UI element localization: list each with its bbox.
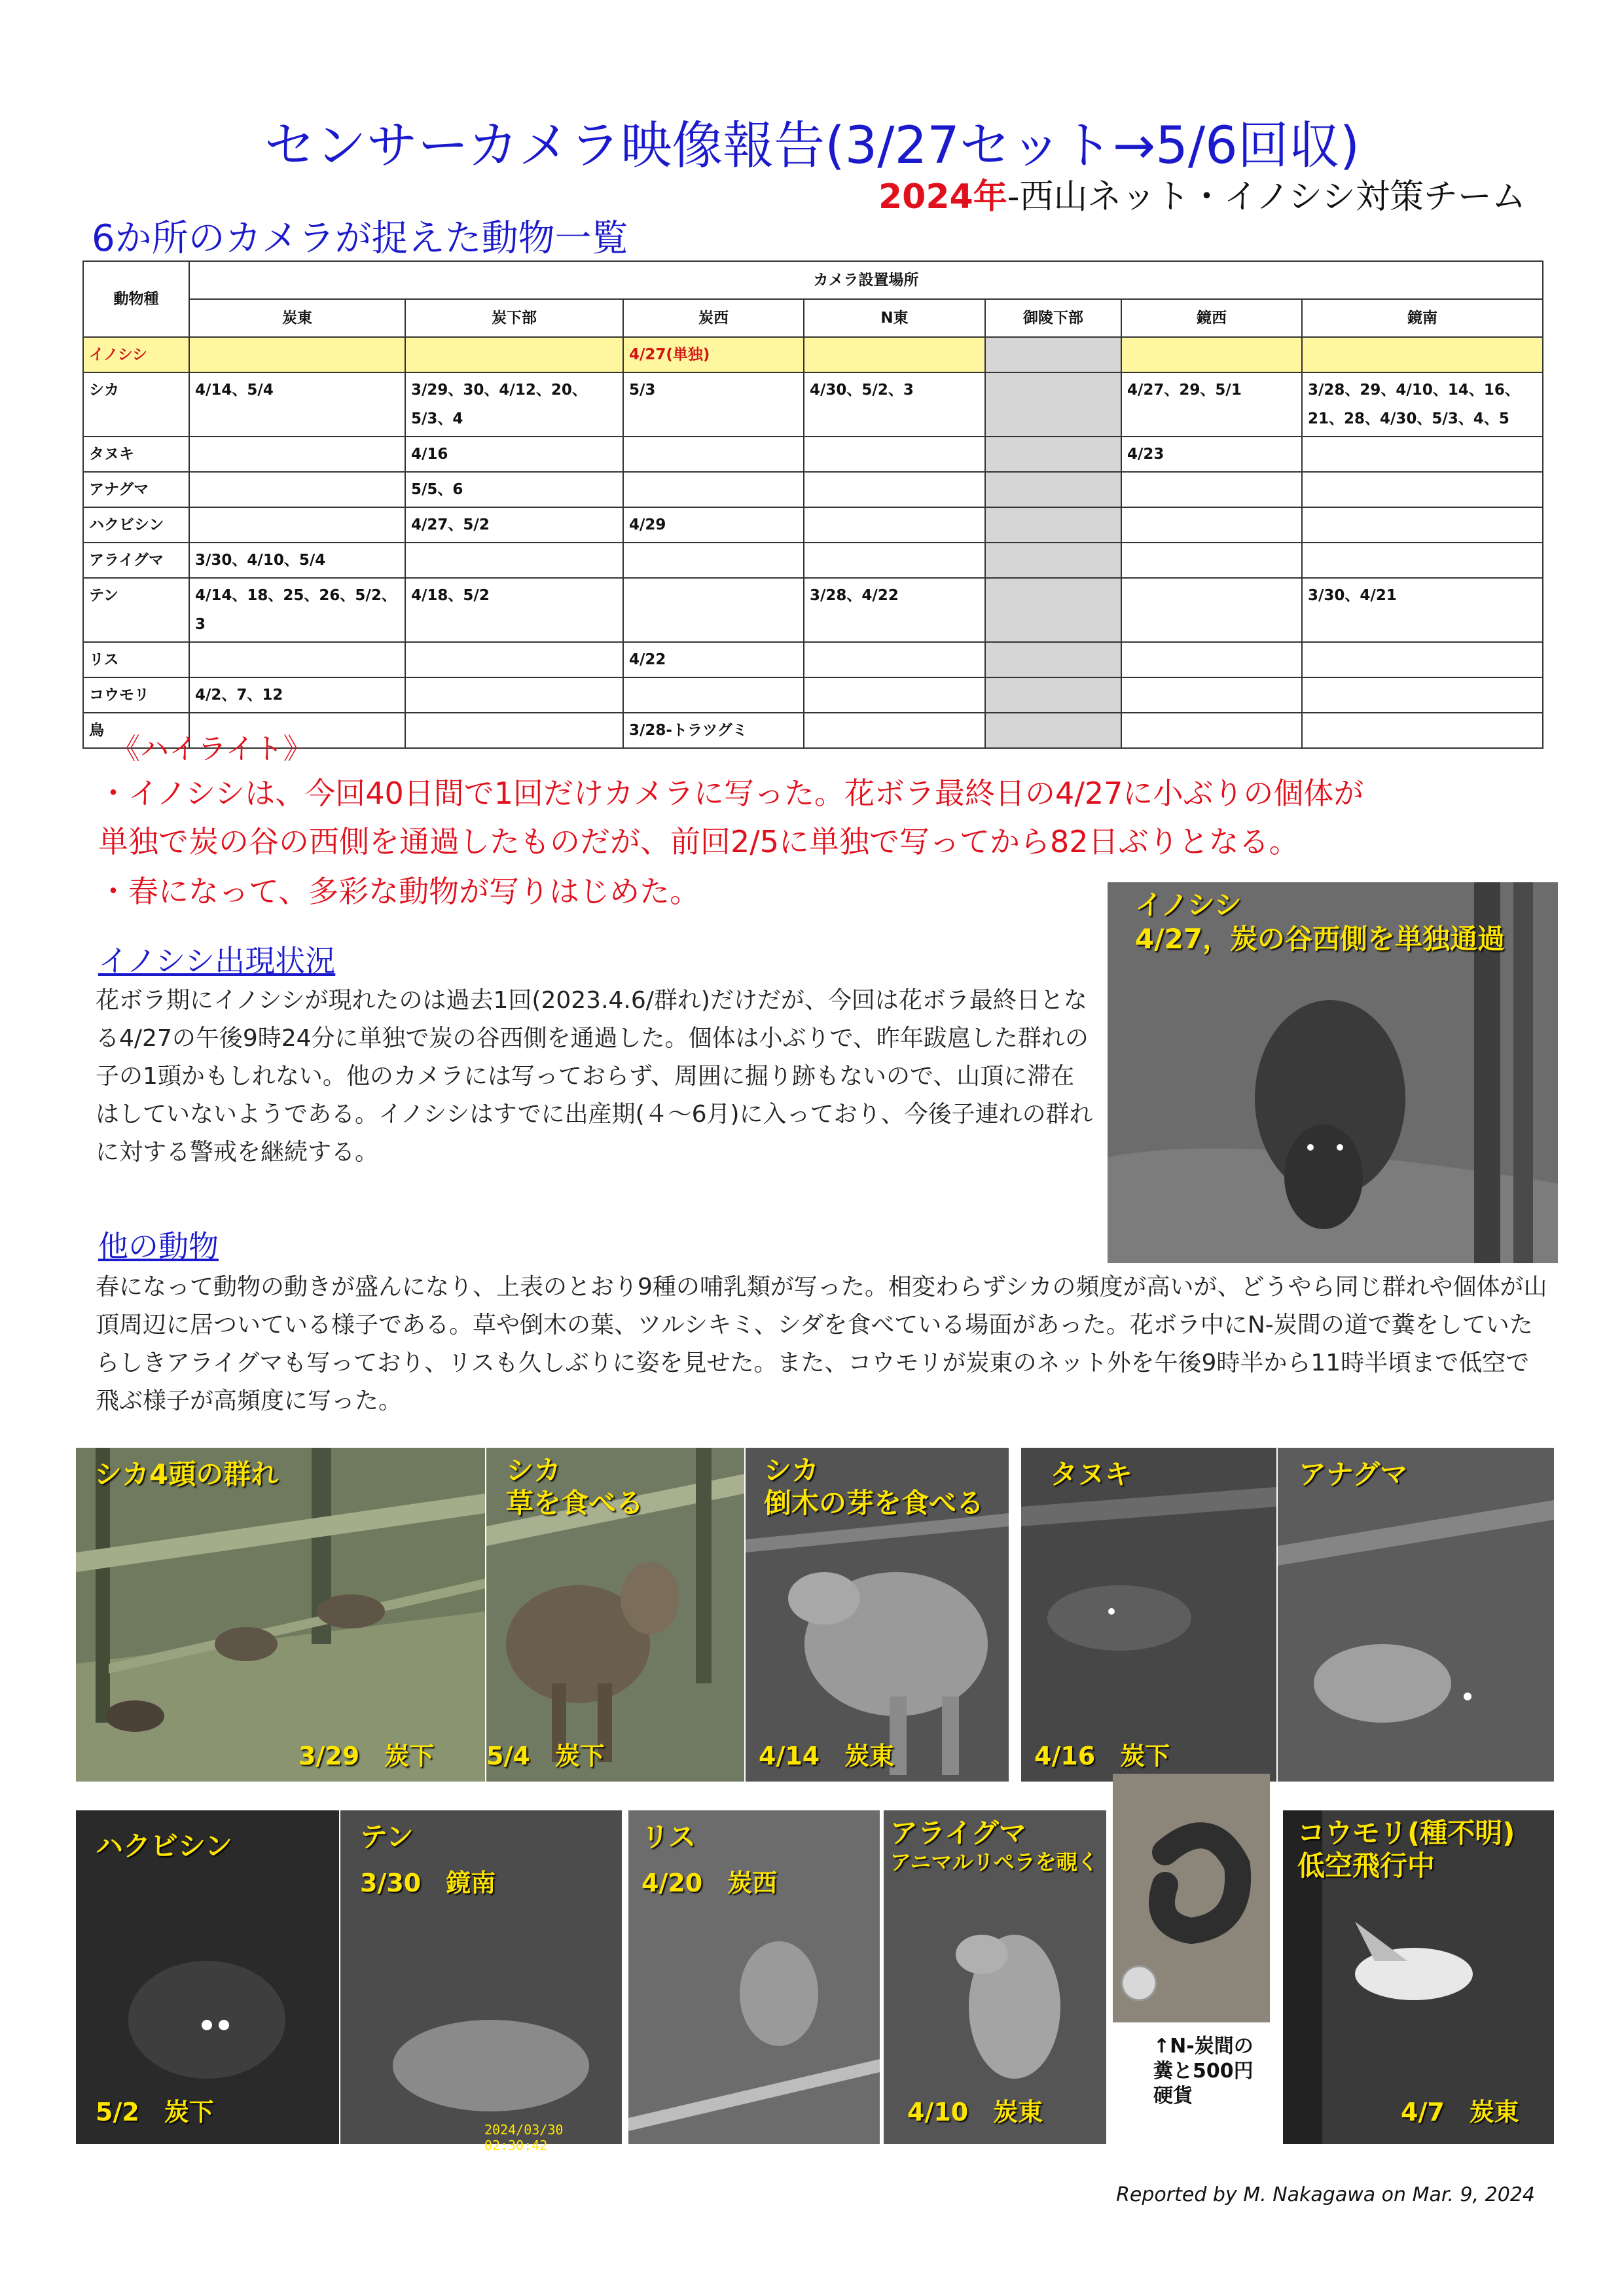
sighting-cell: [1121, 337, 1302, 372]
boar-section-title: イノシシ出現状況: [98, 943, 336, 978]
bat-caption: コウモリ(種不明): [1297, 1817, 1515, 1849]
boar-photo-caption: 4/27，炭の谷西側を単独通過: [1135, 923, 1506, 955]
other-section-title: 他の動物: [98, 1229, 219, 1264]
sighting-cell: [623, 437, 804, 472]
deer-bud-caption: シカ: [764, 1454, 820, 1486]
sighting-cell: 4/27、5/2: [405, 507, 623, 543]
sighting-cell: [623, 677, 804, 713]
photo-squirrel: [628, 1810, 880, 2144]
location-col: 炭下部: [405, 299, 623, 337]
table-row: [83, 578, 1543, 642]
sighting-cell: 3/29、30、4/12、20、5/3、4: [405, 372, 623, 437]
sighting-cell: [405, 543, 623, 578]
sighting-cell: [985, 437, 1121, 472]
sighting-cell: [1302, 713, 1543, 748]
highlight-line: ・イノシシは、今回40日間で1回だけカメラに写った。花ボラ最終日の4/27に小ぶりの個体が: [98, 776, 1364, 811]
location-col: 炭東: [189, 299, 405, 337]
photo-tanuki: [1021, 1448, 1276, 1782]
sighting-cell: [623, 543, 804, 578]
dung-coin-image: [1113, 1774, 1270, 2022]
photo-civet: [76, 1810, 339, 2144]
photo-dung: [1113, 1774, 1270, 2022]
sighting-cell: [1121, 642, 1302, 677]
sighting-cell: 4/27(単独): [623, 337, 804, 372]
deer-grass-date: 5/4 炭下: [486, 1742, 605, 1770]
table-row: [83, 472, 1543, 507]
sighting-cell: [985, 677, 1121, 713]
sighting-cell: [985, 642, 1121, 677]
sighting-cell: 4/14、5/4: [189, 372, 405, 437]
deer-bud-date: 4/14 炭東: [759, 1742, 895, 1770]
table-location-row: [83, 299, 1543, 337]
badger-caption: アナグマ: [1299, 1458, 1408, 1490]
squirrel-caption: リス: [641, 1821, 696, 1853]
report-footer: Reported by M. Nakagawa on Mar. 9, 2024: [1116, 2183, 1535, 2206]
sighting-cell: [1121, 713, 1302, 748]
location-col: 鏡西: [1121, 299, 1302, 337]
tanuki-caption: タヌキ: [1050, 1458, 1133, 1490]
subtitle-year: 2024年: [878, 177, 1007, 217]
marten-caption: テン: [360, 1821, 414, 1853]
sighting-cell: [1302, 543, 1543, 578]
dung-note-line: 糞と500円: [1153, 2060, 1254, 2083]
table-row: [83, 437, 1543, 472]
sighting-cell: 3/28-トラツグミ: [623, 713, 804, 748]
raccoon-caption: アニマルリペラを覗く: [890, 1850, 1098, 1874]
sighting-cell: [189, 337, 405, 372]
sighting-cell: 3/28、29、4/10、14、16、21、28、4/30、5/3、4、5: [1302, 372, 1543, 437]
highlight-title: 《ハイライト》: [111, 732, 312, 766]
sighting-cell: 4/16: [405, 437, 623, 472]
sighting-cell: [1121, 677, 1302, 713]
deer-grass-caption: シカ: [506, 1454, 562, 1486]
marten-timestamp: 2024/03/30 02:30:42: [484, 2122, 564, 2153]
table-row: [83, 372, 1543, 437]
sighting-cell: [985, 507, 1121, 543]
bat-date: 4/7 炭東: [1401, 2098, 1519, 2126]
location-col: 鏡南: [1302, 299, 1543, 337]
photo-marten: [340, 1810, 622, 2153]
photo-deer-bud: [746, 1448, 1009, 1782]
sighting-cell: [1302, 437, 1543, 472]
sighting-cell: [1302, 472, 1543, 507]
deer-herd-scene-image: [76, 1448, 485, 1782]
sighting-cell: [189, 642, 405, 677]
sighting-cell: [405, 337, 623, 372]
photo-raccoon: [884, 1810, 1106, 2144]
sighting-cell: [1121, 543, 1302, 578]
sighting-cell: 3/30、4/10、5/4: [189, 543, 405, 578]
table-heading: 6か所のカメラが捉えた動物一覧: [92, 217, 628, 260]
sighting-cell: [804, 677, 985, 713]
location-col: 炭西: [623, 299, 804, 337]
sighting-cell: [1302, 507, 1543, 543]
sighting-cell: 4/22: [623, 642, 804, 677]
table-row: [83, 677, 1543, 713]
sighting-cell: [804, 472, 985, 507]
subtitle-team: -西山ネット・イノシシ対策チーム: [1007, 177, 1526, 217]
other-section-text: 春になって動物の動きが盛んになり、上表のとおり9種の哺乳類が写った。相変わらずシカの頻度が高いが、どうやら同じ群れや個体が山頂周辺に居ついている様子である。草や倒木の葉、ツルシキミ、シダを食べている場面があった。花ボラ中にN-炭間の道で糞をしていたらしきアライグマも写っており、リスも久しぶりに姿を見せた。また、コウモリが炭東のネット外を午後9時半から11時半頃まで低空で飛ぶ様子が高頻度に写った。: [96, 1274, 1547, 1414]
sighting-cell: [985, 472, 1121, 507]
sighting-cell: 4/2、7、12: [189, 677, 405, 713]
sighting-cell: 5/5、6: [405, 472, 623, 507]
badger-scene-image: [1278, 1448, 1554, 1782]
sighting-cell: [189, 507, 405, 543]
table-row: [83, 642, 1543, 677]
species-cell: タヌキ: [83, 437, 189, 472]
highlight-line: 単独で炭の谷の西側を通過したものだが、前回2/5に単独で写ってから82日ぶりとなる。: [98, 824, 1299, 859]
sighting-cell: 4/27、29、5/1: [1121, 372, 1302, 437]
sighting-cell: 5/3: [623, 372, 804, 437]
raccoon-date: 4/10 炭東: [907, 2098, 1043, 2126]
table-row: [83, 337, 1543, 372]
sighting-cell: 3/28、4/22: [804, 578, 985, 642]
table-row: [83, 543, 1543, 578]
photo-deer-herd: [76, 1448, 485, 1782]
sighting-cell: [189, 437, 405, 472]
location-header: カメラ設置場所: [189, 261, 1543, 299]
location-col: 御陵下部: [985, 299, 1121, 337]
bat-caption: 低空飛行中: [1297, 1850, 1435, 1882]
deer-herd-date: 3/29 炭下: [298, 1742, 435, 1770]
page-subtitle: [878, 169, 1526, 218]
sighting-cell: [405, 642, 623, 677]
dung-note-line: ↑N-炭間の: [1153, 2035, 1254, 2058]
species-cell: ハクビシン: [83, 507, 189, 543]
sighting-cell: 4/29: [623, 507, 804, 543]
animal-table: [82, 260, 1543, 749]
page-title: センサーカメラ映像報告(3/27セット→5/6回収): [264, 117, 1360, 175]
marten-scene-image: [340, 1810, 622, 2144]
sighting-cell: [804, 713, 985, 748]
boar-section-text: 花ボラ期にイノシシが現れたのは過去1回(2023.4.6/群れ)だけだが、今回は花ボラ最終日となる4/27の午後9時24分に単独で炭の谷西側を通過した。個体は小ぶりで、昨年跋扈した群れの子の1頭かもしれない。他のカメラには写っておらず、周囲に掘り跡もないので、山頂に滞在はしていないようである。イノシシはすでに出産期(４～6月)に入っており、今後子連れの群れに対する警戒を継続する。: [96, 987, 1093, 1166]
sighting-cell: 4/14、18、25、26、5/2、3: [189, 578, 405, 642]
sighting-cell: 4/23: [1121, 437, 1302, 472]
civet-caption: ハクビシン: [96, 1830, 232, 1862]
boar-photo-caption: イノシシ: [1135, 889, 1242, 921]
sighting-cell: [985, 543, 1121, 578]
sighting-cell: [804, 437, 985, 472]
raccoon-caption: アライグマ: [890, 1817, 1026, 1849]
civet-date: 5/2 炭下: [96, 2098, 214, 2126]
photo-bat: [1283, 1810, 1554, 2144]
sighting-cell: [189, 472, 405, 507]
sighting-cell: [1121, 507, 1302, 543]
highlight-line: ・春になって、多彩な動物が写りはじめた。: [98, 874, 700, 909]
tanuki-scene-image: [1021, 1448, 1276, 1782]
sighting-cell: [985, 372, 1121, 437]
sighting-cell: [1121, 578, 1302, 642]
squirrel-scene-image: [628, 1810, 880, 2144]
sighting-cell: [804, 642, 985, 677]
species-cell: テン: [83, 578, 189, 642]
sighting-cell: [405, 713, 623, 748]
species-cell: コウモリ: [83, 677, 189, 713]
species-header: 動物種: [83, 261, 189, 337]
sighting-cell: [804, 507, 985, 543]
deer-herd-caption: シカ4頭の群れ: [94, 1458, 279, 1490]
species-cell: シカ: [83, 372, 189, 437]
deer-grass-caption: 草を食べる: [506, 1487, 644, 1519]
squirrel-date: 4/20 炭西: [641, 1869, 778, 1897]
sighting-cell: [405, 677, 623, 713]
species-cell: リス: [83, 642, 189, 677]
dung-note-line: 硬貨: [1153, 2085, 1193, 2108]
sighting-cell: [623, 472, 804, 507]
sighting-cell: [1302, 677, 1543, 713]
species-cell: 鳥: [83, 713, 189, 748]
species-cell: アナグマ: [83, 472, 189, 507]
photo-boar: [1108, 882, 1558, 1263]
table-row: [83, 507, 1543, 543]
sighting-cell: [804, 543, 985, 578]
sighting-cell: 4/18、5/2: [405, 578, 623, 642]
species-cell: イノシシ: [83, 337, 189, 372]
sighting-cell: [985, 578, 1121, 642]
sighting-cell: [623, 578, 804, 642]
sighting-cell: [985, 713, 1121, 748]
sighting-cell: [1121, 472, 1302, 507]
sighting-cell: [1302, 337, 1543, 372]
sighting-cell: 3/30、4/21: [1302, 578, 1543, 642]
sighting-cell: [804, 337, 985, 372]
location-col: N東: [804, 299, 985, 337]
photo-deer-grass: [486, 1448, 744, 1782]
sighting-cell: [985, 337, 1121, 372]
species-cell: アライグマ: [83, 543, 189, 578]
tanuki-date: 4/16 炭下: [1034, 1742, 1170, 1770]
dung-note: [1153, 2034, 1254, 2109]
sighting-cell: 4/30、5/2、3: [804, 372, 985, 437]
table-header-row: [83, 261, 1543, 299]
marten-date: 3/30 鏡南: [360, 1869, 496, 1897]
deer-bud-caption: 倒木の芽を食べる: [764, 1487, 984, 1519]
photo-badger: [1278, 1448, 1554, 1782]
sighting-cell: [1302, 642, 1543, 677]
